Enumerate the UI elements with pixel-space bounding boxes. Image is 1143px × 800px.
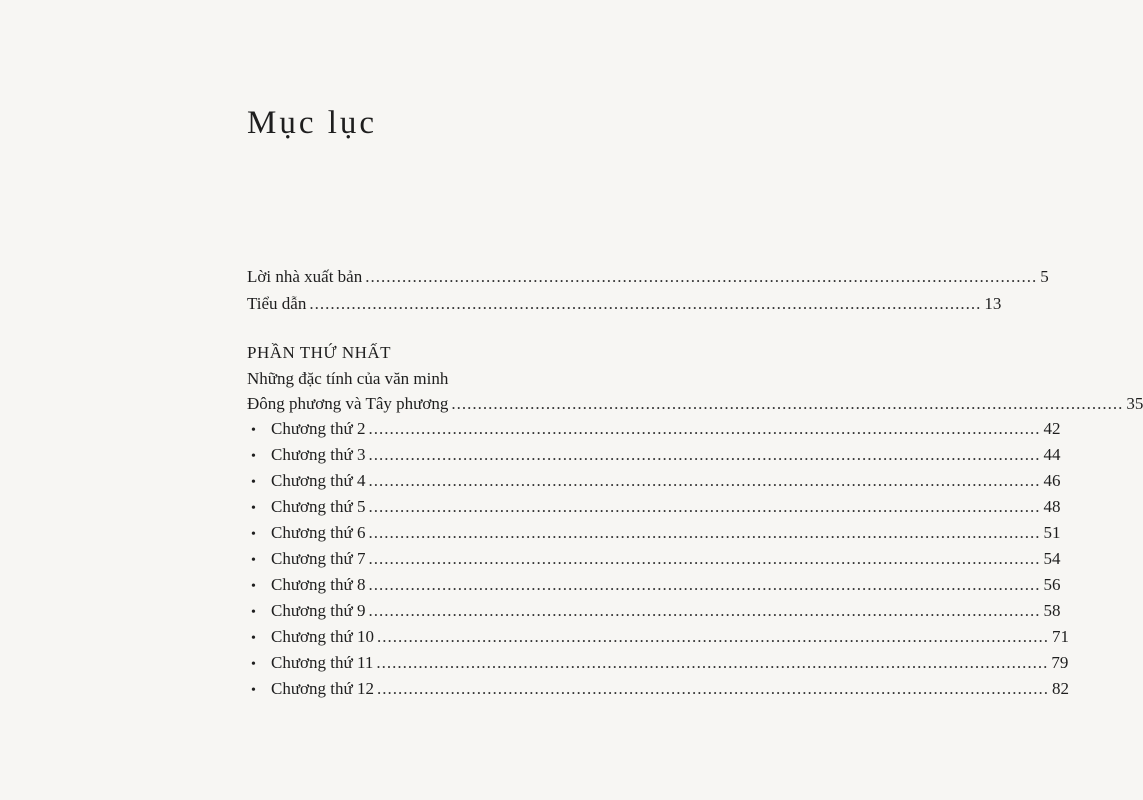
toc-entry-chapter-7[interactable] [247,548,1061,572]
dot-leader: ................................................................................................................................ [368,419,1041,438]
toc-entry-page: 71 [1051,627,1069,646]
toc-entry-part-one[interactable] [247,393,1143,415]
toc-entry-label: Lời nhà xuất bản [247,267,363,286]
toc-entry-page: 44 [1043,445,1061,464]
dot-leader: ................................................................................................................................ [368,549,1041,568]
toc-entry-label: Đông phương và Tây phương [247,394,449,413]
bullet-icon: • [251,683,256,698]
toc-entry-label: Chương thứ 6 [271,523,366,542]
toc-entry-page: 79 [1051,653,1069,672]
bullet-icon: • [251,553,256,568]
toc-entry-label: Chương thứ 2 [271,419,366,438]
dot-leader: ................................................................................................................................ [368,523,1041,542]
bullet-icon: • [251,423,256,438]
toc-entry-page: 82 [1051,679,1069,698]
toc-entry-label: Chương thứ 12 [271,679,374,698]
toc-entry-chapter-6[interactable] [247,522,1061,546]
part-heading: PHẦN THỨ NHẤT [247,343,392,362]
toc-entry-chapter-2[interactable] [247,418,1061,442]
toc-entry-page: 51 [1043,523,1061,542]
dot-leader: ................................................................................................................................ [368,575,1041,594]
bullet-icon: • [251,501,256,516]
toc-entry-label: Chương thứ 9 [271,601,366,620]
toc-entry-label: Chương thứ 7 [271,549,366,568]
toc-entry-label: Chương thứ 3 [271,445,366,464]
toc-entry-introduction[interactable] [247,293,1002,315]
toc-entry-label: Chương thứ 8 [271,575,366,594]
toc-entry-chapter-4[interactable] [247,470,1061,494]
toc-entry-label: Chương thứ 4 [271,471,366,490]
toc-entry-page: 13 [984,294,1002,313]
toc-entry-page: 58 [1043,601,1061,620]
bullet-icon: • [251,657,256,672]
toc-entry-page: 46 [1043,471,1061,490]
dot-leader: ................................................................................................................................ [368,601,1041,620]
toc-entry-chapter-11[interactable] [247,652,1069,676]
toc-entry-page: 48 [1043,497,1061,516]
bullet-icon: • [251,579,256,594]
toc-entry-chapter-3[interactable] [247,444,1061,468]
toc-entry-label: Tiểu dẫn [247,294,307,313]
toc-entry-label: Chương thứ 5 [271,497,366,516]
toc-entry-page: 35 [1126,394,1143,413]
bullet-icon: • [251,475,256,490]
dot-leader: ................................................................................................................................ [368,445,1041,464]
dot-leader: ................................................................................................................................ [309,294,982,313]
dot-leader: ................................................................................................................................ [451,394,1124,413]
toc-entry-chapter-12[interactable] [247,678,1069,702]
dot-leader: ................................................................................................................................ [376,653,1049,672]
bullet-icon: • [251,527,256,542]
toc-entry-page: 54 [1043,549,1061,568]
bullet-icon: • [251,605,256,620]
toc-entry-page: 5 [1040,267,1049,286]
toc-entry-chapter-9[interactable] [247,600,1061,624]
toc-entry-label: Chương thứ 10 [271,627,374,646]
dot-leader: ................................................................................................................................ [368,471,1041,490]
bullet-icon: • [251,449,256,464]
toc-entry-publisher-note[interactable] [247,266,1049,288]
toc-entry-page: 56 [1043,575,1061,594]
toc-entry-label: Chương thứ 11 [271,653,374,672]
toc-entry-page: 42 [1043,419,1061,438]
page-title: Mục lục [247,105,378,141]
bullet-icon: • [251,631,256,646]
part-title-line1: Những đặc tính của văn minh [247,369,449,388]
toc-entry-chapter-8[interactable] [247,574,1061,598]
dot-leader: ................................................................................................................................ [376,627,1049,646]
dot-leader: ................................................................................................................................ [365,267,1038,286]
toc-entry-chapter-10[interactable] [247,626,1069,650]
dot-leader: ................................................................................................................................ [376,679,1049,698]
toc-entry-chapter-5[interactable] [247,496,1061,520]
dot-leader: ................................................................................................................................ [368,497,1041,516]
